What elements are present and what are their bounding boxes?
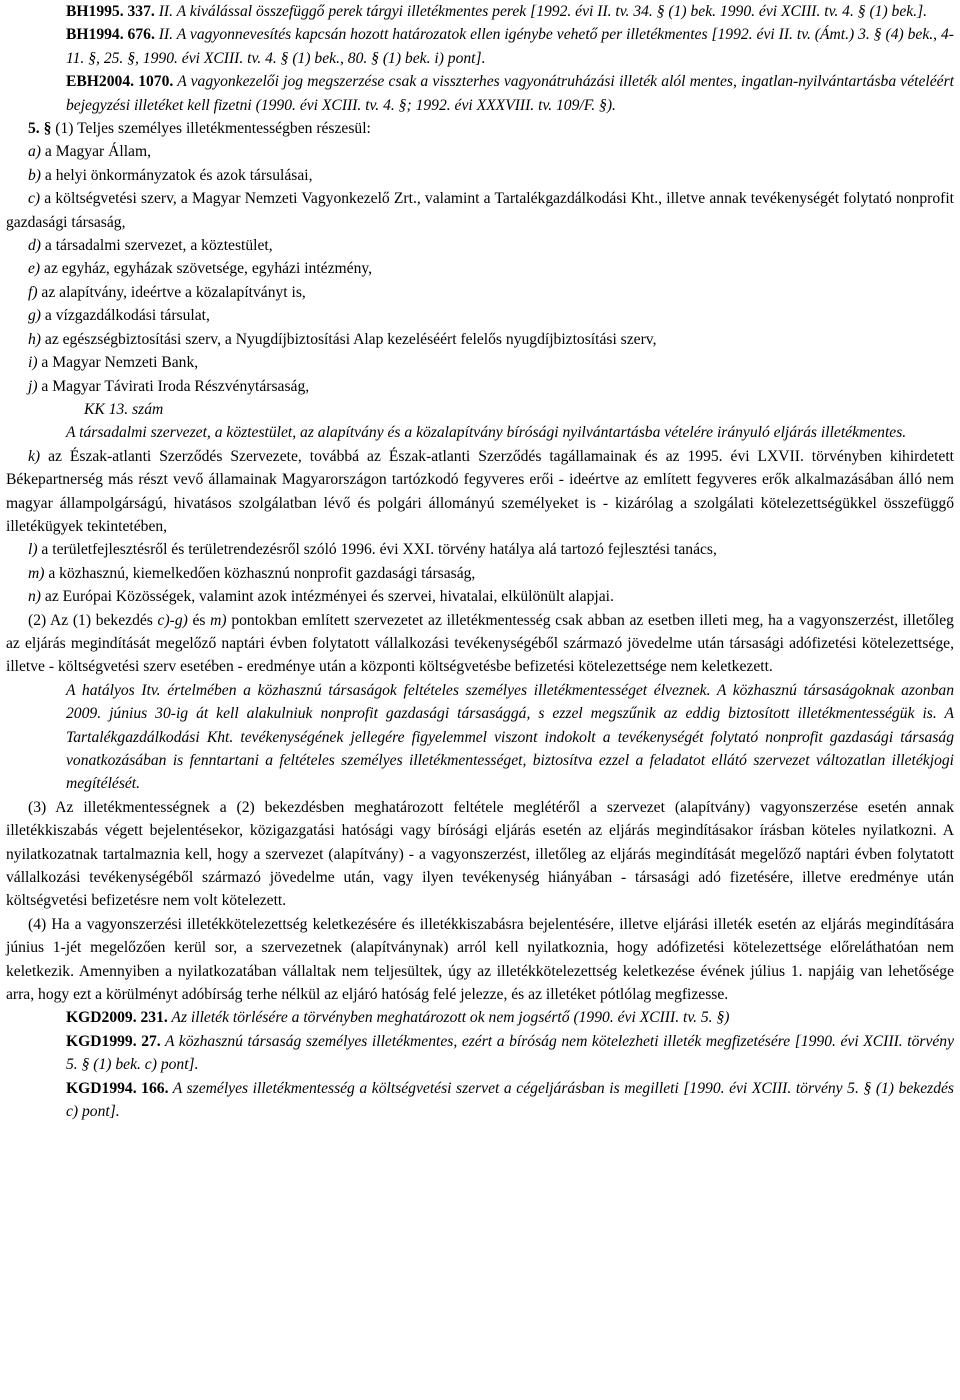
court-ref-code: EBH2004. 1070. xyxy=(66,73,174,91)
court-ref-code: KGD1999. 27. xyxy=(66,1032,161,1050)
list-item-j: j) a Magyar Távirati Iroda Részvénytársaság, xyxy=(28,377,310,395)
court-ref-kgd2009 xyxy=(6,1006,954,1029)
kk-title: KK 13. szám xyxy=(84,400,164,418)
court-ref-code: BH1995. 337. xyxy=(66,3,155,20)
list-item-e: e) az egyház, egyházak szövetsége, egyházi intézmény, xyxy=(28,260,373,278)
court-ref-text: Az illeték törlésére a törvényben meghatározott ok nem jogsértő (1990. évi XCIII. tv. 5. §) xyxy=(167,1009,730,1027)
court-ref-kgd1999 xyxy=(6,1030,954,1077)
court-ref-code: KGD1994. 166. xyxy=(66,1079,169,1097)
list-item-g: g) a vízgazdálkodási társulat, xyxy=(28,307,210,325)
paragraph-2: (2) Az (1) bekezdés c)-g) és m) pontokban említett szervezetet az illetékmentesség csak abban az esetben illeti meg, ha a vagyonszerzést, illetőleg az eljárás megindítását megelőző naptári évben folytatott vállalkozási tevékenységéből származó jövedelme után társasági adófizetési kötelezettsége, illetve - költségvetési szerv esetében - eredménye után a központi költségvetésbe befizetési kötelezettsége nem keletkezett. xyxy=(6,611,954,676)
list-item-k: k) az Észak-atlanti Szerződés Szervezete, továbbá az Észak-atlanti Szerződés tagállamainak és az 1995. évi LXVII. törvényben kihirdetett Békepartnerség más részt vevő államainak Magyarországon tartózkodó fegyveres erői - ideértve az említett fegyveres erők alkalmazásában álló nem magyar állampolgárságú, hivatásos szolgálatban lévő és polgári állományú személyeket is - kizárólag a szolgálati kötelezettségükkel összefüggő illetékügyek tekintetében, xyxy=(6,447,954,535)
list-item-b: b) a helyi önkormányzatok és azok társulásai, xyxy=(28,166,313,184)
court-ref-text: A személyes illetékmentesség a költségvetési szervet a cégeljárásban is megilleti [1990. évi XCIII. törvény 5. § (1) bekezdés c) pont]. xyxy=(66,1079,954,1121)
list-item-l: l) a területfejlesztésről és területrendezésről szóló 1996. évi XXI. törvény hatálya alá tartozó fejlesztési tanács, xyxy=(28,541,717,559)
court-ref-bh1995 xyxy=(6,0,954,23)
list-item-m: m) a közhasznú, kiemelkedően közhasznú nonprofit gazdasági társaság, xyxy=(28,564,476,582)
section-5-intro xyxy=(6,117,954,140)
paragraph-4: (4) Ha a vagyonszerzési illetékkötelezettség keletkezésére és illetékkiszabásra bejelentésére, illetve eljárási illeték esetén az eljárás megindítására június 1-jét megelőzően kerül sor, a szervezetnek (alapítványnak) arról kell nyilatkoznia, hogy adófizetési kötelezettsége előreláthatóan nem keletkezik. Amennyiben a nyilatkozatában vállaltak nem teljesültek, úgy az illetékkötelezettség keletkezése évének július 1. napjáig van lehetősége arra, hogy ezt a körülményt adóbírság terhe nélkül az eljáró hatóság felé jelezze, és az illetéket pótlólag megfizesse. xyxy=(6,915,954,1004)
section-number: 5. § xyxy=(28,120,52,138)
list-item-c: c) a költségvetési szerv, a Magyar Nemzeti Vagyonkezelő Zrt., valamint a Tartalékgazdálkodási Kht., illetve annak tevékenységét folytató nonprofit gazdasági társaság, xyxy=(6,190,954,231)
section-intro-text: (1) Teljes személyes illetékmentességben részesül: xyxy=(51,120,371,138)
court-ref-kgd1994 xyxy=(6,1077,954,1124)
list-item-f: f) az alapítvány, ideértve a közalapítványt is, xyxy=(28,283,306,301)
list-item-n: n) az Európai Közösségek, valamint azok intézményei és szervei, hivatalai, elkülönült alapjai. xyxy=(28,588,614,606)
court-ref-text: II. A vagyonnevesítés kapcsán hozott határozatok ellen igénybe vehető per illetékmentes [1992. évi II. tv. (Ámt.) 3. § (4) bek., 4-11. §, 25. §, 1990. évi XCIII. tv. 4. § (1) bek., 80. § (1) bek. i) pont]. xyxy=(66,26,954,67)
court-ref-ebh2004 xyxy=(6,70,954,117)
paragraph-3: (3) Az illetékmentességnek a (2) bekezdésben meghatározott feltétele meglétéről a szervezet (alapítvány) vagyonszerzése esetén annak illetékkiszabás végett bejelentésekor, közigazgatási hatósági vagy bírósági eljárás esetén az eljárás megindításakor írásban köteles nyilatkozni. A nyilatkozatnak tartalmaznia kell, hogy a szervezet (alapítvány) - a vagyonszerzést, illetőleg az eljárás megindítását megelőző naptári évben folytatott vállalkozási tevékenységéből származó jövedelme után, vagy ilyen tevékenység hiányában - társasági adó fizetésére, illetve eredménye után költségvetési befizetésre nem volt kötelezett. xyxy=(6,798,954,910)
court-ref-text: II. A kiválással összefüggő perek tárgyi illetékmentes perek [1992. évi II. tv. 34. § (1) bek. 1990. évi XCIII. tv. 4. § (1) bek.]. xyxy=(154,3,928,20)
list-item-h: h) az egészségbiztosítási szerv, a Nyugdíjbiztosítási Alap kezeléséért felelős nyugdíjbiztosítási szerv, xyxy=(28,330,657,348)
court-ref-code: BH1994. 676. xyxy=(66,26,155,44)
list-item-a: a) a Magyar Állam, xyxy=(28,143,151,161)
list-item-d: d) a társadalmi szervezet, a köztestület, xyxy=(28,237,273,255)
kk-text: A társadalmi szervezet, a köztestület, az alapítvány és a közalapítvány bírósági nyilvántartásba vételére irányuló eljárás illetékmentes. xyxy=(66,424,907,442)
court-ref-bh1994 xyxy=(6,23,954,70)
court-ref-text: A közhasznú társaság személyes illetékmentes, ezért a bíróság nem kötelezheti illeték megfizetésére [1990. évi XCIII. törvény 5. § (1) bek. c) pont]. xyxy=(66,1032,955,1074)
list-item-i: i) a Magyar Nemzeti Bank, xyxy=(28,354,199,372)
court-ref-code: KGD2009. 231. xyxy=(66,1009,168,1027)
court-ref-text: A vagyonkezelői jog megszerzése csak a visszterhes vagyonátruházási illeték alól mentes, ingatlan-nyilvántartásba vételéért bejegyzési illetéket kell fizetni (1990. évi XCIII. tv. 4. §; 1992. évi XXXVIII. tv. 109/F. §). xyxy=(66,73,954,114)
commentary-note: A hatályos Itv. értelmében a közhasznú társaságok feltételes személyes illetékmentességet élveznek. A közhasznú társaságoknak azonban 2009. június 30-ig át kell alakulniuk nonprofit gazdasági társasággá, s ezzel megszűnik az eddig biztosított illetékmentességük is. A Tartalékgazdálkodási Kht. tevékenységének jellegére figyelemmel viszont indokolt a tevékenységét folytató nonprofit gazdasági társaság vonatkozásában is fenntartani a feltételes személyes illetékmentességet, biztosítva ezzel a feladatot ellátó szervezet változatlan illetékjogi megítélését. xyxy=(66,681,954,793)
